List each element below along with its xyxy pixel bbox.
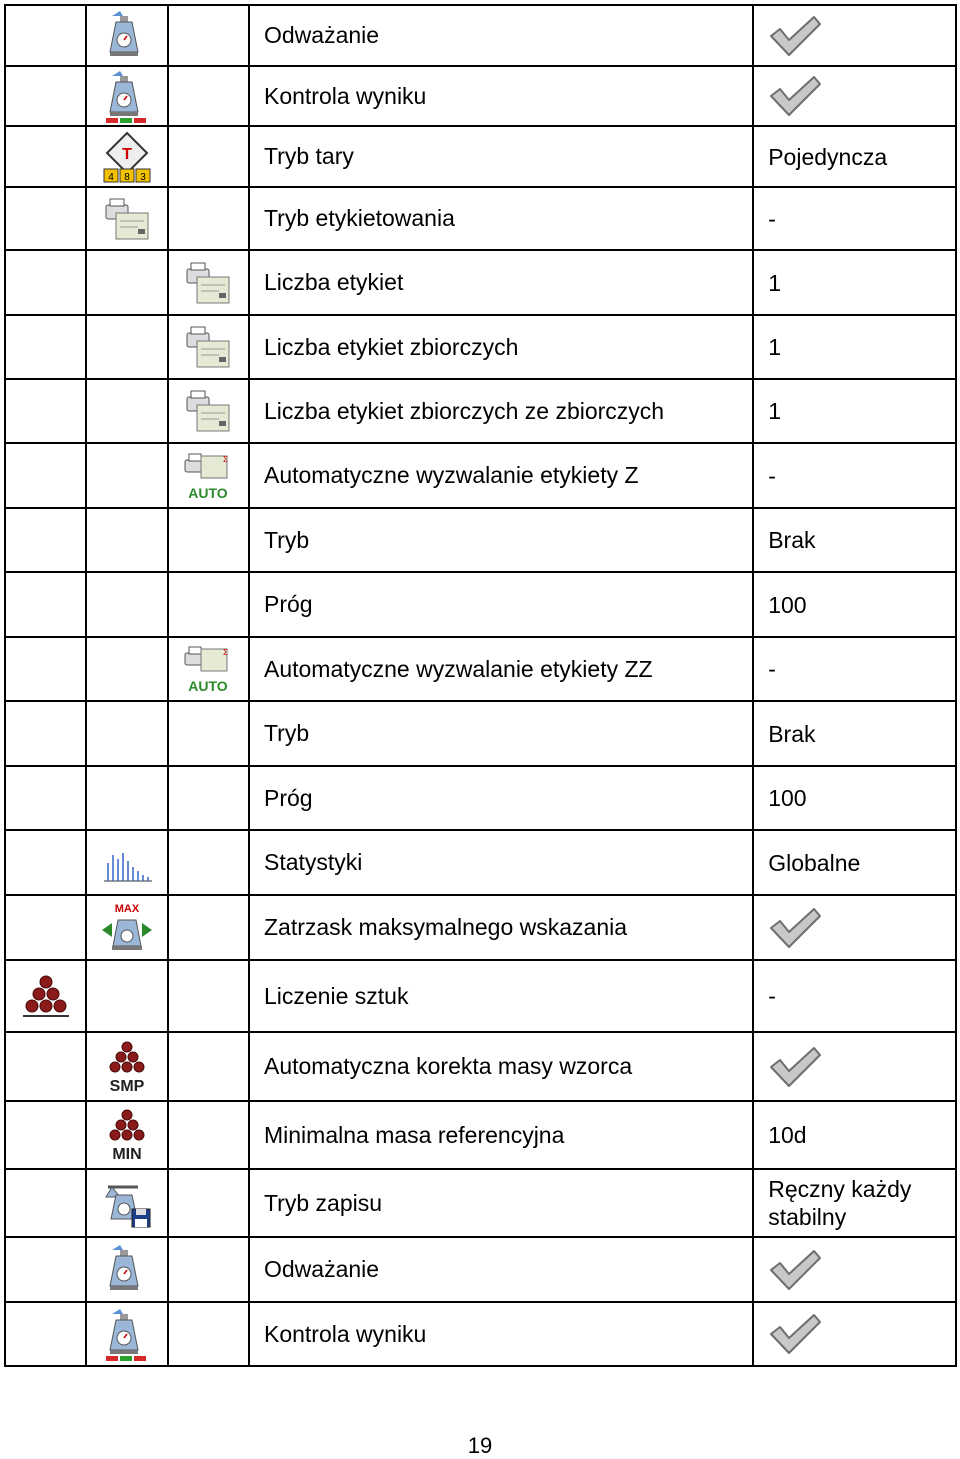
table-row [5,830,956,895]
setting-value [753,1302,956,1366]
setting-value: Globalne [753,830,956,895]
icon-cell [168,1302,249,1366]
table-row [5,1237,956,1302]
settings-table [4,4,957,1367]
setting-name: Statystyki [249,830,753,895]
setting-name: Liczenie sztuk [249,960,753,1032]
setting-value: 100 [753,572,956,637]
icon-cell [86,187,167,250]
label-count-icon [179,338,237,355]
checkmark-icon [768,906,822,950]
icon-cell [168,895,249,960]
setting-name: Automatyczne wyzwalanie etykiety ZZ [249,637,753,701]
icon-cell [168,508,249,572]
icon-cell [86,66,167,126]
tare-mode-icon [98,145,156,183]
icon-cell [86,1237,167,1302]
parts-counting-icon [17,987,75,1004]
checkmark-icon [768,1248,822,1292]
svg-text:AUTO: AUTO [188,678,229,694]
table-row [5,701,956,766]
icon-cell [168,960,249,1032]
icon-cell [86,379,167,443]
setting-name: Tryb [249,508,753,572]
icon-cell [86,572,167,637]
icon-cell [5,443,86,508]
table-row [5,1101,956,1169]
setting-value: Brak [753,701,956,766]
setting-value: Brak [753,508,956,572]
icon-cell [168,1032,249,1101]
setting-value: 1 [753,250,956,315]
result-control-icon [98,87,156,104]
icon-cell [168,250,249,315]
table-row [5,508,956,572]
table-row [5,126,956,187]
icon-cell [86,960,167,1032]
setting-name: Tryb zapisu [249,1169,753,1237]
icon-cell [168,126,249,187]
setting-name: Liczba etykiet zbiorczych ze zbiorczych [249,379,753,443]
icon-cell [5,1101,86,1169]
icon-cell [5,5,86,66]
icon-cell [5,830,86,895]
icon-cell [168,315,249,379]
result-control-icon [98,1325,156,1342]
icon-cell [86,1302,167,1366]
table-row [5,66,956,126]
svg-text:MIN: MIN [112,1146,142,1163]
icon-cell [168,637,249,701]
icon-cell [5,895,86,960]
setting-value: 10d [753,1101,956,1169]
svg-text:3: 3 [140,171,146,183]
setting-name: Odważanie [249,5,753,66]
auto-label-z-icon [179,454,237,501]
svg-text:4: 4 [108,171,114,183]
checkmark-icon [768,1312,822,1356]
setting-value [753,1237,956,1302]
table-row [5,5,956,66]
icon-cell [5,1032,86,1101]
setting-value: - [753,960,956,1032]
table-row [5,1032,956,1101]
svg-text:AUTO: AUTO [188,484,229,501]
svg-text:Σ: Σ [223,648,229,657]
svg-text:T: T [122,145,132,163]
table-row [5,1302,956,1366]
icon-cell [168,830,249,895]
setting-value: 1 [753,379,956,443]
icon-cell [86,830,167,895]
setting-name: Automatyczne wyzwalanie etykiety Z [249,443,753,508]
label-count-icon [179,402,237,419]
icon-cell [168,1237,249,1302]
table-row [5,379,956,443]
min-reference-mass-icon [98,1126,156,1163]
setting-value: Ręczny każdy stabilny [753,1169,956,1237]
icon-cell [86,508,167,572]
page-number: 19 [467,1433,493,1458]
icon-cell [86,1032,167,1101]
auto-label-zz-icon [179,648,237,694]
icon-cell [168,572,249,637]
setting-value: - [753,637,956,701]
table-row [5,187,956,250]
icon-cell [86,701,167,766]
icon-cell [168,187,249,250]
svg-text:MAX: MAX [114,902,140,915]
svg-text:SMP: SMP [109,1077,145,1095]
icon-cell [86,315,167,379]
setting-value [753,1032,956,1101]
table-row [5,315,956,379]
icon-cell [5,379,86,443]
table-row [5,960,956,1032]
icon-cell [86,637,167,701]
table-row [5,766,956,830]
table-row [5,637,956,701]
icon-cell [168,66,249,126]
icon-cell [168,443,249,508]
auto-sample-correction-icon [98,1058,156,1095]
icon-cell [168,766,249,830]
icon-cell [86,895,167,960]
statistics-icon [98,854,156,871]
setting-value: Pojedyncza [753,126,956,187]
table-row [5,250,956,315]
setting-value: - [753,443,956,508]
icon-cell [168,1169,249,1237]
setting-name: Próg [249,572,753,637]
icon-cell [5,637,86,701]
labeling-mode-icon [98,210,156,227]
setting-name: Kontrola wyniku [249,66,753,126]
icon-cell [5,960,86,1032]
table-row [5,895,956,960]
setting-name: Tryb etykietowania [249,187,753,250]
icon-cell [5,701,86,766]
icon-cell [168,1101,249,1169]
table-row [5,572,956,637]
setting-name: Liczba etykiet zbiorczych [249,315,753,379]
setting-name: Próg [249,766,753,830]
save-mode-icon [98,1194,156,1211]
icon-cell [5,126,86,187]
setting-value: - [753,187,956,250]
icon-cell [5,315,86,379]
setting-name: Minimalna masa referencyjna [249,1101,753,1169]
max-latch-icon [98,902,156,936]
setting-value [753,66,956,126]
checkmark-icon [768,74,822,118]
icon-cell [5,1237,86,1302]
icon-cell [168,701,249,766]
icon-cell [86,1169,167,1237]
setting-name: Tryb [249,701,753,766]
setting-value: 100 [753,766,956,830]
icon-cell [168,379,249,443]
label-count-icon [179,274,237,291]
icon-cell [5,1302,86,1366]
icon-cell [5,1169,86,1237]
setting-name: Odważanie [249,1237,753,1302]
icon-cell [86,1101,167,1169]
icon-cell [168,5,249,66]
icon-cell [86,250,167,315]
weighing-icon [98,1261,156,1278]
setting-name: Tryb tary [249,126,753,187]
table-row [5,1169,956,1237]
svg-text:8: 8 [124,171,130,183]
setting-name: Kontrola wyniku [249,1302,753,1366]
icon-cell [86,126,167,187]
icon-cell [5,66,86,126]
icon-cell [86,766,167,830]
setting-name: Automatyczna korekta masy wzorca [249,1032,753,1101]
icon-cell [86,5,167,66]
icon-cell [5,187,86,250]
checkmark-icon [768,14,822,58]
icon-cell [5,766,86,830]
setting-value: 1 [753,315,956,379]
icon-cell [5,508,86,572]
icon-cell [5,250,86,315]
checkmark-icon [768,1045,822,1089]
icon-cell [5,572,86,637]
table-row [5,443,956,508]
setting-value [753,5,956,66]
setting-value [753,895,956,960]
svg-text:Σ: Σ [223,454,229,464]
setting-name: Liczba etykiet [249,250,753,315]
setting-name: Zatrzask maksymalnego wskazania [249,895,753,960]
weighing-icon [98,27,156,44]
icon-cell [86,443,167,508]
